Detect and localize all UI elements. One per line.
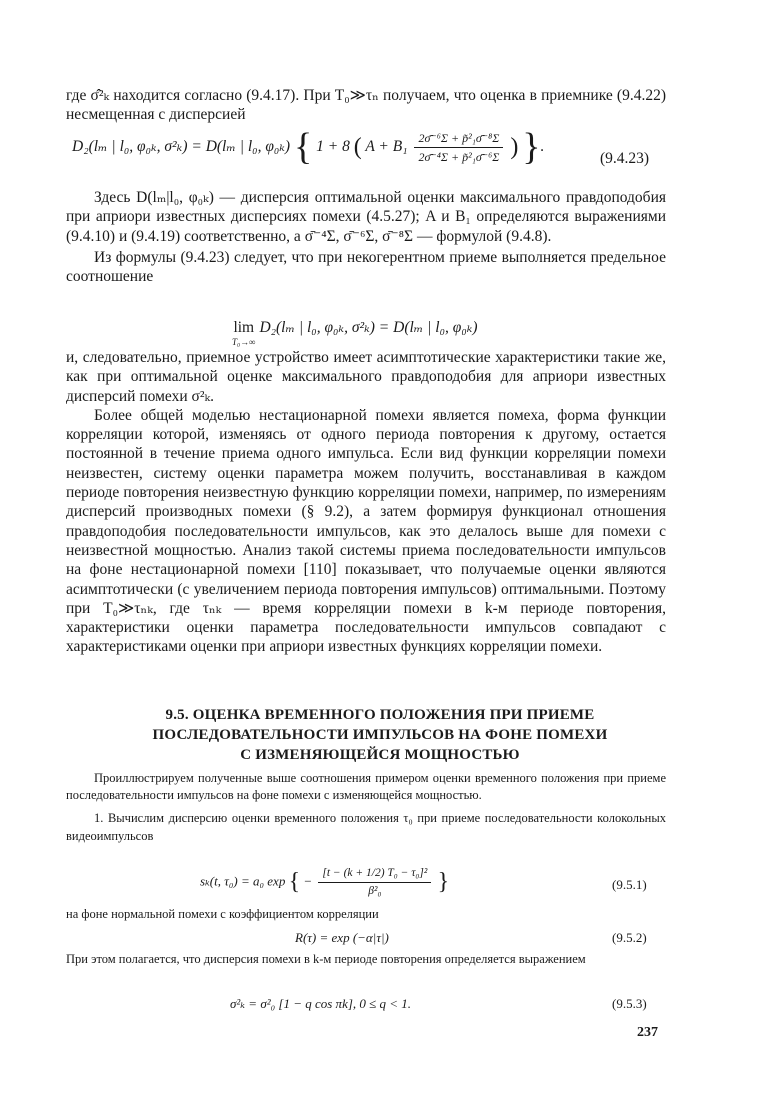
eq-9-5-1-denominator: β²₀ [368,885,382,897]
paragraph-correlation: на фоне нормальной помехи с коэффициентом корреляции [66,907,379,921]
paragraph-asymptotic: и, следовательно, приемное устройство имеет асимптотические характеристики такие же, как при оптимальной оценке максимального правдоподобия для априори известных дисперсий помехи σ²ₖ. [66,349,666,405]
eq-9-5-1-numerator: [t − (k + 1/2) T₀ − τ₀]² [318,866,431,883]
paragraph-intro: где σ̂²ₖ находится согласно (9.4.17). При T₀≫τₙ получаем, что оценка в приемнике (9.4.22) несмещенная с дисперсией [66,87,666,124]
eq-9-4-23-a-plus-b: A + B₁ [365,138,408,156]
body-block-3 [66,770,666,845]
limit-subscript: T₀→∞ [232,337,256,348]
eq-number-9-5-3: (9.5.3) [612,996,647,1011]
paragraph-step-1: 1. Вычислим дисперсию оценки временного положения τ₀ при приеме последовательности колокольных видеоимпульсов [66,811,666,843]
limit-lim: lim [233,319,255,336]
eq-9-4-23-fraction [414,130,503,165]
heading-line-1: 9.5. ОЦЕНКА ВРЕМЕННОГО ПОЛОЖЕНИЯ ПРИ ПРИЕМЕ [165,707,595,723]
section-heading [80,705,680,765]
equation-limit [232,318,478,347]
eq-number-9-5-2: (9.5.2) [612,930,647,945]
paragraph-definitions: Здесь D(lₘ|l₀, φ₀ₖ) — дисперсия оптимальной оценки максимального правдоподобия при априори известных дисперсиях помехи (4.5.27); A и B₁ определяются выражениями (9.4.10) и (9.4.19) соответственно, а σ̄⁻⁴Σ, σ̄⁻⁶Σ, σ̄⁻⁸Σ — формулой (9.4.8). [66,189,666,245]
paragraph-general-model: Более общей моделью нестационарной помехи является помеха, форма функции корреляции которой, изменяясь от одного периода повторения к другому, остается постоянной в течение приема одного импульса. Если вид функции корреляции помехи неизвестен, систему оценки параметра можем получить, восстанавливая в каждом периоде повторения неизвестную функцию корреляции помехи, например, по измерениям дисперсий производных помехи (§ 9.2), а затем формируя функционал отношения правдоподобия последовательности импульсов, как это делалось выше для помехи с неизвестной мощностью. Анализ такой системы приема последовательности импульсов на фоне нестационарной помехи [110] показывает, что получаемые оценки являются асимптотически (с увеличением периода повторения импульсов) оптимальными. Поэтому при T₀≫τₙₖ, где τₙₖ — время корреляции помехи в k-м периоде повторения, характеристики оценки параметра последовательности импульсов совпадают с характеристиками оценки при априори известных функциях корреляции помехи. [66,406,666,656]
body-block-4 [66,906,666,923]
equation-9-4-23: D₂(lₘ | l₀, φ₀ₖ, σ²ₖ) = D(lₘ | l₀, φ₀ₖ) { 1 + 8 ( A + B₁ $\frac{\text{2σ̄⁻⁶Σ + p̃²₁σ̄⁻⁸Σ}}{\text{2σ̄⁻⁴Σ + p̃²₁σ̄⁻⁶Σ}}$ ) }. [72,125,545,168]
equation-9-5-3: σ²ₖ = σ²₀ [1 − q cos πk], 0 ≤ q < 1. [230,996,412,1011]
eq-number-9-5-1: (9.5.1) [612,877,647,892]
limit-body: D₂(lₘ | l₀, φ₀ₖ, σ²ₖ) = D(lₘ | l₀, φ₀ₖ) [259,319,478,336]
equation-9-5-1: sₖ(t, τ₀) = a₀ exp { − $\frac{\text{[t − (k + 1/2) T₀ − τ₀]²}}{\text{β²₀}}$ } [200,867,450,897]
eq-9-5-1-minus: − [303,873,313,889]
paragraph-illustration: Проиллюстрируем полученные выше соотношения примером оценки временного положения при приеме последовательности импульсов на фоне помехи с изменяющейся мощностью. [66,771,666,803]
eq-number-9-4-23: (9.4.23) [600,150,650,167]
body-block-5 [66,951,666,968]
body-block-1 [66,188,666,286]
paragraph-variance: При этом полагается, что дисперсия помехи в k-м периоде повторения определяется выражением [66,952,586,966]
page-number: 237 [637,1025,658,1040]
equation-9-5-2: R(τ) = exp (−α|τ|) [295,930,389,945]
eq-9-4-23-numerator: 2σ̄⁻⁶Σ + p̃²₁σ̄⁻⁸Σ [414,130,503,148]
eq-9-5-1-fraction [318,866,431,899]
eq-9-4-23-lhs: D₂(lₘ | l₀, φ₀ₖ, σ²ₖ) = D(lₘ | l₀, φ₀ₖ) [72,138,291,156]
heading-line-3: С ИЗМЕНЯЮЩЕЙСЯ МОЩНОСТЬЮ [240,747,520,763]
eq-9-4-23-one-plus: 1 + 8 [316,138,350,156]
eq-9-5-1-lhs: sₖ(t, τ₀) = a₀ exp [200,873,286,889]
eq-9-4-23-denominator: 2σ̄⁻⁴Σ + p̃²₁σ̄⁻⁶Σ [418,150,500,164]
intro-block [66,86,666,125]
limit-operator [232,318,256,347]
body-block-2 [66,348,666,657]
heading-line-2: ПОСЛЕДОВАТЕЛЬНОСТИ ИМПУЛЬСОВ НА ФОНЕ ПОМЕХИ [152,727,608,743]
paragraph-limit-intro: Из формулы (9.4.23) следует, что при некогерентном приеме выполняется предельное соотношение [66,248,666,286]
